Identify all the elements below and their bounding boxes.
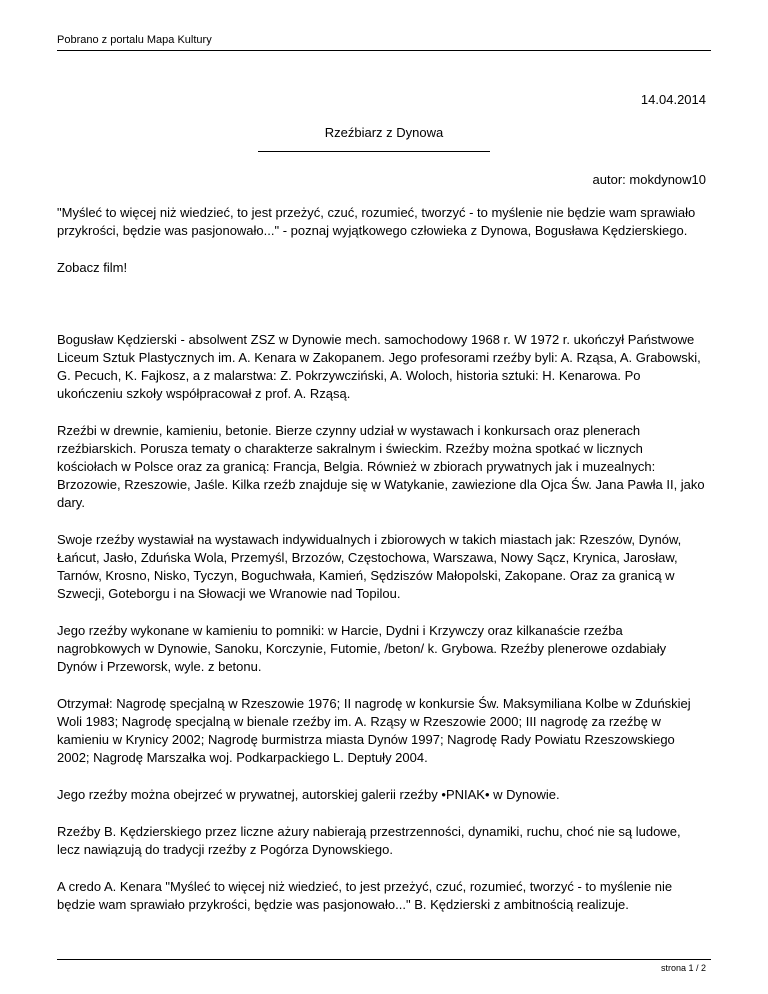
article-paragraph: Jego rzeźby można obejrzeć w prywatnej, autorskiej galerii rzeźby •PNIAK• w Dynowie. [57, 787, 560, 802]
article-date: 14.04.2014 [640, 92, 706, 107]
article-paragraph: Jego rzeźby wykonane w kamieniu to pomniki: w Harcie, Dydni i Krzywczy oraz kilkanaście rzeźba nagrobkowych w Dynowie, Sanoku, Korczynie, Futomie, /beton/ k. Grybowa. Rzeźby plenerowe ozdabiały Dynów i Przeworsk, wyle. z betonu. [57, 623, 667, 674]
article-title: Rzeźbiarz z Dynowa [324, 125, 444, 140]
article-paragraph: Rzeźbi w drewnie, kamieniu, betonie. Bierze czynny udział w wystawach i konkursach oraz plenerach rzeźbiarskich. Porusza tematy o charakterze sakralnym i świeckim. Rzeźby można spotkać w licznych kościołach w Polsce oraz za granicą: Francja, Belgia. Również w zbiorach prywatnych jak i muzealnych: Brzozowie, Rzeszowie, Jaśle. Kilka rzeźb znajduje się w Watykanie, zawiezione dla Ojca Św. Jana Pawła II, jako dary. [57, 423, 705, 510]
article-paragraph: "Myśleć to więcej niż wiedzieć, to jest przeżyć, czuć, rozumieć, tworzyć - to myślenie nie będzie wam sprawiało przykrości, będzie was pasjonowało..." - poznaj wyjątkowego człowieka z Dynowa, Bogusława Kędzierskiego. [57, 205, 696, 238]
portal-header: Pobrano z portalu Mapa Kultury [57, 34, 212, 46]
article-paragraph: Bogusław Kędzierski - absolwent ZSZ w Dynowie mech. samochodowy 1968 r. W 1972 r. ukończył Państwowe Liceum Sztuk Plastycznych im. A. Kenara w Zakopanem. Jego profesorami rzeźby byli: A. Rząsa, A. Grabowski, G. Pecuch, K. Fajkosz, a z malarstwa: Z. Pokrzywcziński, A. Woloch, historia sztuki: H. Kenarowa. Po ukończeniu szkoły współpracował z prof. A. Rząsą. [57, 332, 701, 401]
article-paragraph: Otrzymał: Nagrodę specjalną w Rzeszowie 1976; II nagrodę w konkursie Św. Maksymiliana Kolbe w Zduńskiej Woli 1983; Nagrodę specjalną w bienale rzeźby im. A. Rząsy w Rzeszowie 2000; III nagrodę za rzeźbę w kamieniu w Krynicy 2002; Nagrodę burmistrza miasta Dynów 1997; Nagrodę Rady Powiatu Rzeszowskiego 2002; Nagrodę Marszałka woj. Podkarpackiego L. Deptuły 2004. [57, 696, 691, 765]
title-underline [258, 151, 490, 152]
header-divider [57, 50, 711, 51]
article-body [57, 204, 707, 933]
footer-divider [57, 959, 711, 960]
article-paragraph: A credo A. Kenara "Myśleć to więcej niż wiedzieć, to jest przeżyć, czuć, rozumieć, tworzyć - to myślenie nie będzie wam sprawiało przykrości, będzie was pasjonowało..." B. Kędzierski z ambitnością realizuje. [57, 879, 673, 912]
article-paragraph: Swoje rzeźby wystawiał na wystawach indywidualnych i zbiorowych w takich miastach jak: Rzeszów, Dynów, Łańcut, Jasło, Zduńska Wola, Przemyśl, Brzozów, Częstochowa, Warszawa, Nowy Sącz, Krynica, Jarosław, Tarnów, Krosno, Nisko, Tyczyn, Boguchwała, Kamień, Sędziszów Małopolski, Zakopane. Oraz za granicą w Szwecji, Goteborgu i na Słowacji we Wranowie nad Topilou. [57, 532, 682, 601]
video-link[interactable]: Zobacz film! [57, 260, 128, 275]
article-author: autor: mokdynow10 [592, 172, 706, 187]
article-paragraph: Rzeźby B. Kędzierskiego przez liczne ażury nabierają przestrzenności, dynamiki, ruchu, choć nie są ludowe, lecz nawiązują do tradycji rzeźby z Pogórza Dynowskiego. [57, 824, 681, 857]
page-number: strona 1 / 2 [660, 963, 706, 973]
